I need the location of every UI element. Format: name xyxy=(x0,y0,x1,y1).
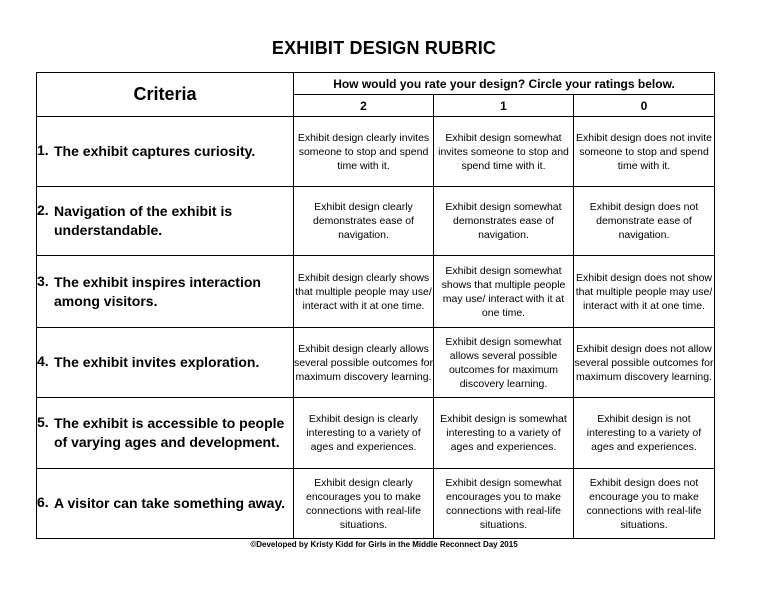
criterion-number: 5. xyxy=(37,414,49,430)
rubric-row xyxy=(37,187,715,256)
rubric-table xyxy=(36,72,715,539)
rating-cell-1: Exhibit design somewhat allows several possible outcomes for maximum discovery learning. xyxy=(434,328,574,398)
rating-cell-1: Exhibit design somewhat invites someone to stop and spend time with it. xyxy=(434,117,574,187)
page-title: EXHIBIT DESIGN RUBRIC xyxy=(271,38,497,58)
rating-cell-0: Exhibit design does not demonstrate ease of navigation. xyxy=(574,187,715,256)
footer-credit: ©Developed by Kristy Kidd for Girls in the Middle Reconnect Day 2015 xyxy=(250,540,518,549)
rating-cell-0: Exhibit design does not allow several possible outcomes for maximum discovery learning. xyxy=(574,328,715,398)
criterion-number: 2. xyxy=(37,202,49,218)
rating-cell-2: Exhibit design clearly allows several possible outcomes for maximum discovery learning. xyxy=(294,328,434,398)
criterion-number: 3. xyxy=(37,272,49,289)
criterion-text: A visitor can take something away. xyxy=(54,495,286,511)
criterion-number: 4. xyxy=(37,353,49,369)
criterion-text: The exhibit inspires interaction among visitors. xyxy=(54,273,261,309)
criterion-text: The exhibit is accessible to people of varying ages and development. xyxy=(54,415,285,450)
rating-cell-2: Exhibit design clearly demonstrates ease of navigation. xyxy=(294,187,434,256)
rating-cell-2: Exhibit design clearly invites someone to stop and spend time with it. xyxy=(294,117,434,187)
rating-cell-1: Exhibit design somewhat demonstrates ease of navigation. xyxy=(434,187,574,256)
rating-cell-0: Exhibit design is not interesting to a variety of ages and experiences. xyxy=(574,398,715,469)
rating-cell-2: Exhibit design clearly encourages you to make connections with real-life situations. xyxy=(294,469,434,539)
criterion-text: Navigation of the exhibit is understandable. xyxy=(54,203,233,238)
score-header-2: 2 xyxy=(294,95,434,117)
rubric-row xyxy=(37,398,715,469)
criterion-cell xyxy=(37,469,294,539)
rating-cell-2: Exhibit design is clearly interesting to a variety of ages and experiences. xyxy=(294,398,434,469)
rubric-row xyxy=(37,328,715,398)
criterion-cell xyxy=(37,187,294,256)
criteria-header: Criteria xyxy=(37,73,294,117)
criterion-cell xyxy=(37,256,294,328)
rating-cell-1: Exhibit design somewhat encourages you to make connections with real-life situations. xyxy=(434,469,574,539)
rating-cell-0: Exhibit design does not invite someone to stop and spend time with it. xyxy=(574,117,715,187)
rubric-row xyxy=(37,469,715,539)
rating-cell-0: Exhibit design does not encourage you to make connections with real-life situations. xyxy=(574,469,715,539)
criterion-number: 6. xyxy=(37,494,49,510)
rubric-row xyxy=(37,117,715,187)
criterion-cell xyxy=(37,398,294,469)
criterion-text: The exhibit invites exploration. xyxy=(54,354,260,370)
rating-question: How would you rate your design? Circle your ratings below. xyxy=(294,73,715,95)
criterion-cell xyxy=(37,328,294,398)
score-header-1: 1 xyxy=(434,95,574,117)
criterion-cell xyxy=(37,117,294,187)
score-header-0: 0 xyxy=(574,95,715,117)
rating-cell-1: Exhibit design somewhat shows that multiple people may use/ interact with it at one time. xyxy=(434,256,574,328)
criterion-text: The exhibit captures curiosity. xyxy=(54,143,256,159)
rubric-row xyxy=(37,256,715,328)
criterion-number: 1. xyxy=(37,142,49,158)
rating-cell-0: Exhibit design does not show that multiple people may use/ interact with it at one time. xyxy=(574,256,715,328)
rating-cell-2: Exhibit design clearly shows that multiple people may use/ interact with it at one time. xyxy=(294,256,434,328)
rating-cell-1: Exhibit design is somewhat interesting to a variety of ages and experiences. xyxy=(434,398,574,469)
